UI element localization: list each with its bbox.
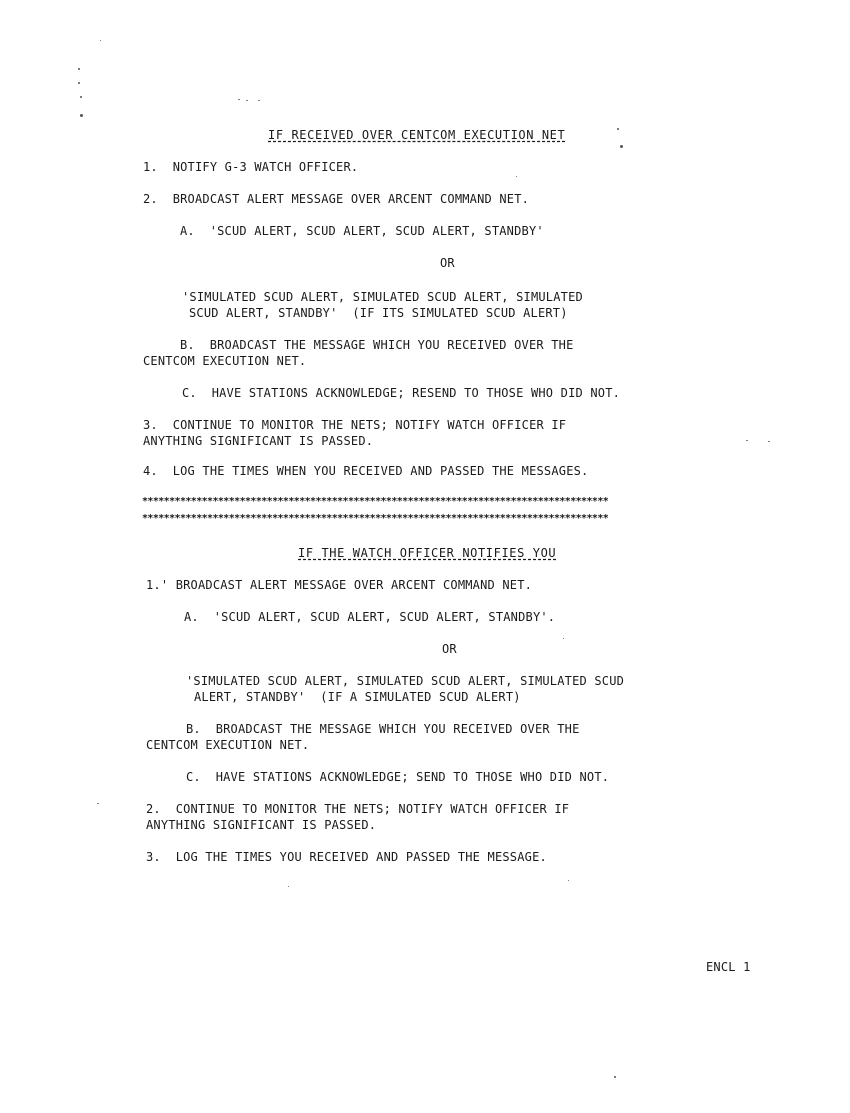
- section2-item-3: 3. LOG THE TIMES YOU RECEIVED AND PASSED THE MESSAGE.: [146, 850, 547, 864]
- section-heading-centcom: IF RECEIVED OVER CENTCOM EXECUTION NET: [268, 128, 566, 142]
- section1-item-1: 1. NOTIFY G-3 WATCH OFFICER.: [143, 160, 359, 174]
- scan-speck: [620, 145, 623, 148]
- section1-item-2b-line1: B. BROADCAST THE MESSAGE WHICH YOU RECEIVED OVER THE: [180, 338, 574, 352]
- scan-speck: [100, 40, 101, 41]
- scan-speck: [768, 441, 770, 442]
- section2-item-2-line2: ANYTHING SIGNIFICANT IS PASSED.: [146, 818, 377, 832]
- asterisk-separator: **************************************************************************************: [142, 514, 609, 524]
- section2-item-2-line1: 2. CONTINUE TO MONITOR THE NETS; NOTIFY WATCH OFFICER IF: [146, 802, 570, 816]
- scan-speck: [238, 99, 240, 100]
- scan-speck: [80, 96, 82, 98]
- section1-item-2: 2. BROADCAST ALERT MESSAGE OVER ARCENT COMMAND NET.: [143, 192, 530, 206]
- scan-speck: [80, 114, 83, 117]
- scan-speck: [258, 100, 260, 101]
- section-heading-watch-officer: IF THE WATCH OFFICER NOTIFIES YOU: [298, 546, 557, 560]
- asterisk-separator: **************************************************************************************: [142, 497, 609, 507]
- section1-item-2a-simulated-line1: 'SIMULATED SCUD ALERT, SIMULATED SCUD ALERT, SIMULATED: [182, 290, 583, 304]
- section2-item-1a-simulated-line2: ALERT, STANDBY' (IF A SIMULATED SCUD ALERT): [194, 690, 521, 704]
- scan-speck: [614, 1076, 616, 1078]
- section1-item-2a: A. 'SCUD ALERT, SCUD ALERT, SCUD ALERT, STANDBY': [180, 224, 544, 238]
- section1-or: OR: [440, 256, 455, 270]
- scan-speck: [288, 886, 289, 887]
- section1-item-2b-line2: CENTCOM EXECUTION NET.: [143, 354, 307, 368]
- scan-speck: [746, 440, 748, 441]
- section2-item-1c: C. HAVE STATIONS ACKNOWLEDGE; SEND TO THOSE WHO DID NOT.: [186, 770, 610, 784]
- enclosure-label: ENCL 1: [706, 960, 751, 974]
- scan-speck: [617, 128, 619, 130]
- scan-speck: [246, 100, 248, 101]
- scan-speck: [97, 803, 99, 804]
- scan-speck: [568, 880, 569, 881]
- section2-or: OR: [442, 642, 457, 656]
- section2-item-1a-simulated-line1: 'SIMULATED SCUD ALERT, SIMULATED SCUD ALERT, SIMULATED SCUD: [186, 674, 625, 688]
- section1-item-2a-simulated-line2: SCUD ALERT, STANDBY' (IF ITS SIMULATED SCUD ALERT): [189, 306, 568, 320]
- scan-speck: [78, 68, 80, 70]
- section2-item-1a: A. 'SCUD ALERT, SCUD ALERT, SCUD ALERT, STANDBY'.: [184, 610, 556, 624]
- scan-speck: [78, 82, 80, 84]
- section1-item-3-line2: ANYTHING SIGNIFICANT IS PASSED.: [143, 434, 374, 448]
- scan-speck: [563, 638, 564, 639]
- section1-item-2c: C. HAVE STATIONS ACKNOWLEDGE; RESEND TO THOSE WHO DID NOT.: [182, 386, 621, 400]
- section2-item-1b-line2: CENTCOM EXECUTION NET.: [146, 738, 310, 752]
- section2-item-1: 1.' BROADCAST ALERT MESSAGE OVER ARCENT COMMAND NET.: [146, 578, 533, 592]
- section1-item-3-line1: 3. CONTINUE TO MONITOR THE NETS; NOTIFY WATCH OFFICER IF: [143, 418, 567, 432]
- section2-item-1b-line1: B. BROADCAST THE MESSAGE WHICH YOU RECEIVED OVER THE: [186, 722, 580, 736]
- section1-item-4: 4. LOG THE TIMES WHEN YOU RECEIVED AND PASSED THE MESSAGES.: [143, 464, 589, 478]
- scan-speck: [516, 176, 517, 177]
